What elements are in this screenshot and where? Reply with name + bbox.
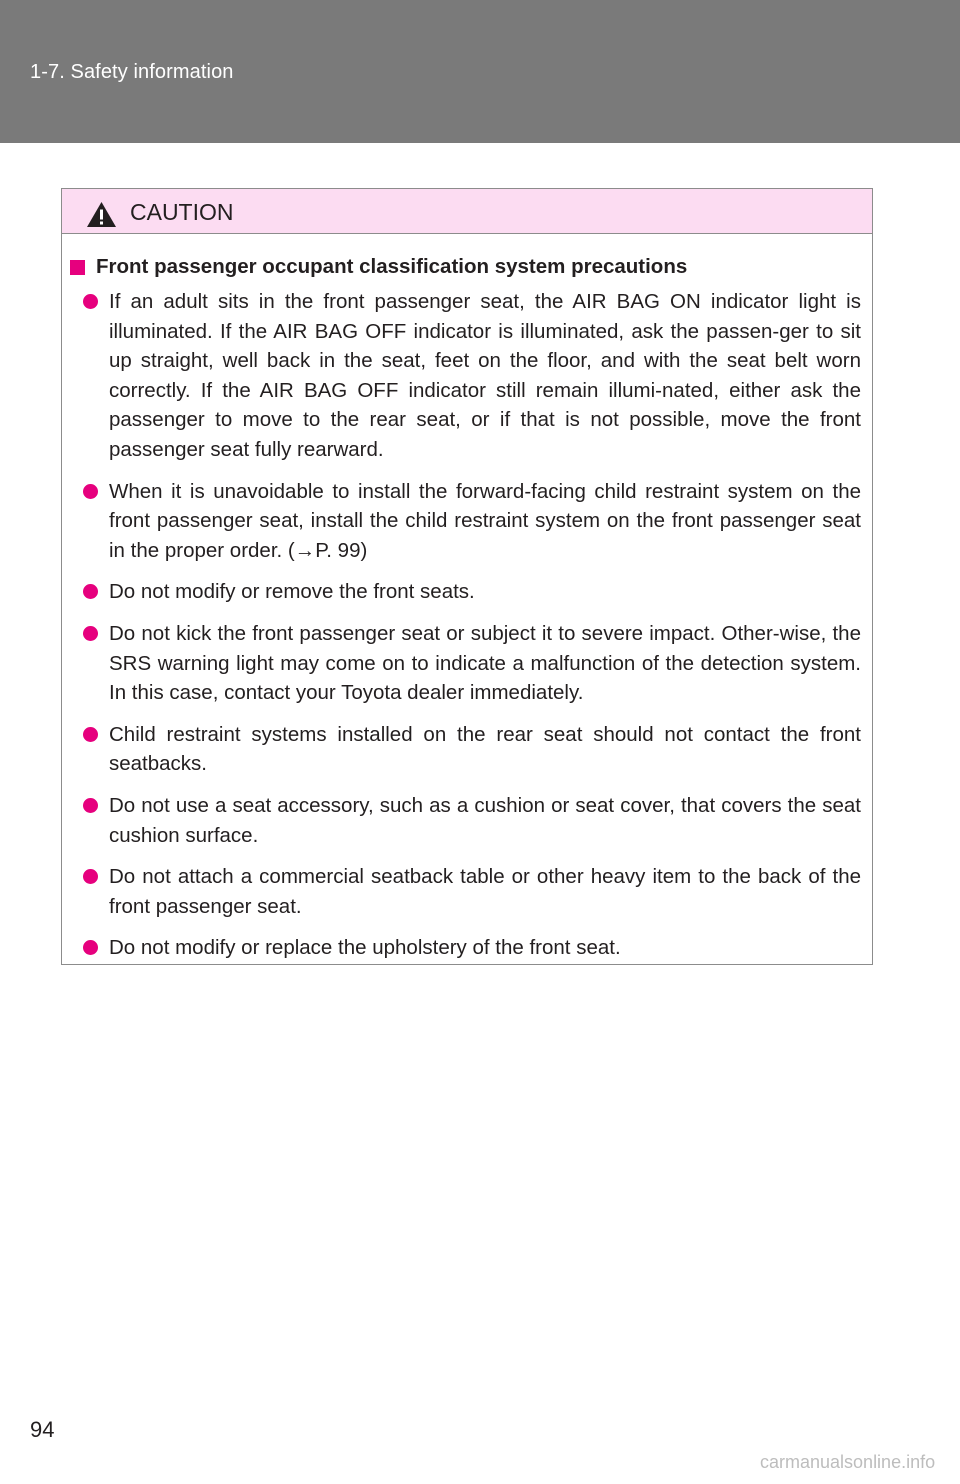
- bullet-text: Do not modify or remove the front seats.: [109, 580, 475, 604]
- list-item: [80, 577, 861, 607]
- bullet-dot-icon: [83, 727, 98, 742]
- list-item: [80, 287, 861, 465]
- list-item: [80, 933, 861, 963]
- section-title: 1-7. Safety information: [30, 61, 234, 83]
- bullet-text: When it is unavoidable to install the forward-facing child restraint system on the front passenger seat, install the child restraint system on the front passenger seat in the proper order. (→P. 99): [109, 479, 861, 562]
- list-item: [80, 619, 861, 708]
- list-item: [80, 862, 861, 921]
- bullet-text: Do not modify or replace the upholstery of the front seat.: [109, 936, 621, 960]
- bullet-dot-icon: [83, 940, 98, 955]
- watermark: carmanualsonline.info: [760, 1452, 936, 1472]
- bullet-dot-icon: [83, 294, 98, 309]
- list-item: [80, 720, 861, 779]
- bullet-text: Child restraint systems installed on the rear seat should not contact the front seatbacks.: [109, 722, 861, 776]
- bullet-text: Do not use a seat accessory, such as a cushion or seat cover, that covers the seat cushion surface.: [109, 793, 861, 847]
- header-band: [0, 0, 960, 143]
- caution-header: [62, 189, 872, 234]
- bullet-dot-icon: [83, 869, 98, 884]
- section-heading: [70, 255, 687, 279]
- bullet-text: If an adult sits in the front passenger seat, the AIR BAG ON indicator light is illuminated. If the AIR BAG OFF indicator is illuminated, ask the passen-ger to sit up straight, well back in the seat, feet on the floor, and with the seat belt worn correctly. If the AIR BAG OFF indicator still remain illumi-nated, either ask the passenger to move to the rear seat, or if that is not possible, move the front passenger seat fully rearward.: [109, 290, 861, 461]
- caution-box: [61, 188, 873, 965]
- bullet-dot-icon: [83, 484, 98, 499]
- warning-triangle-icon: [86, 201, 117, 228]
- bullet-text: Do not attach a commercial seatback table or other heavy item to the back of the front passenger seat.: [109, 865, 861, 918]
- list-item: [80, 791, 861, 850]
- bullet-text: Do not kick the front passenger seat or subject it to severe impact. Other-wise, the SRS warning light may come on to indicate a malfunction of the detection system. In this case, contact your Toyota dealer immediately.: [109, 621, 861, 705]
- bullet-dot-icon: [83, 584, 98, 599]
- caution-label: CAUTION: [130, 199, 234, 225]
- bullet-dot-icon: [83, 798, 98, 813]
- bullet-list: [80, 287, 861, 975]
- list-item: [80, 477, 861, 566]
- heading-text: Front passenger occupant classification system precautions: [96, 255, 688, 278]
- square-bullet-icon: [70, 260, 85, 275]
- page-number: 94: [30, 1417, 55, 1442]
- bullet-dot-icon: [83, 626, 98, 641]
